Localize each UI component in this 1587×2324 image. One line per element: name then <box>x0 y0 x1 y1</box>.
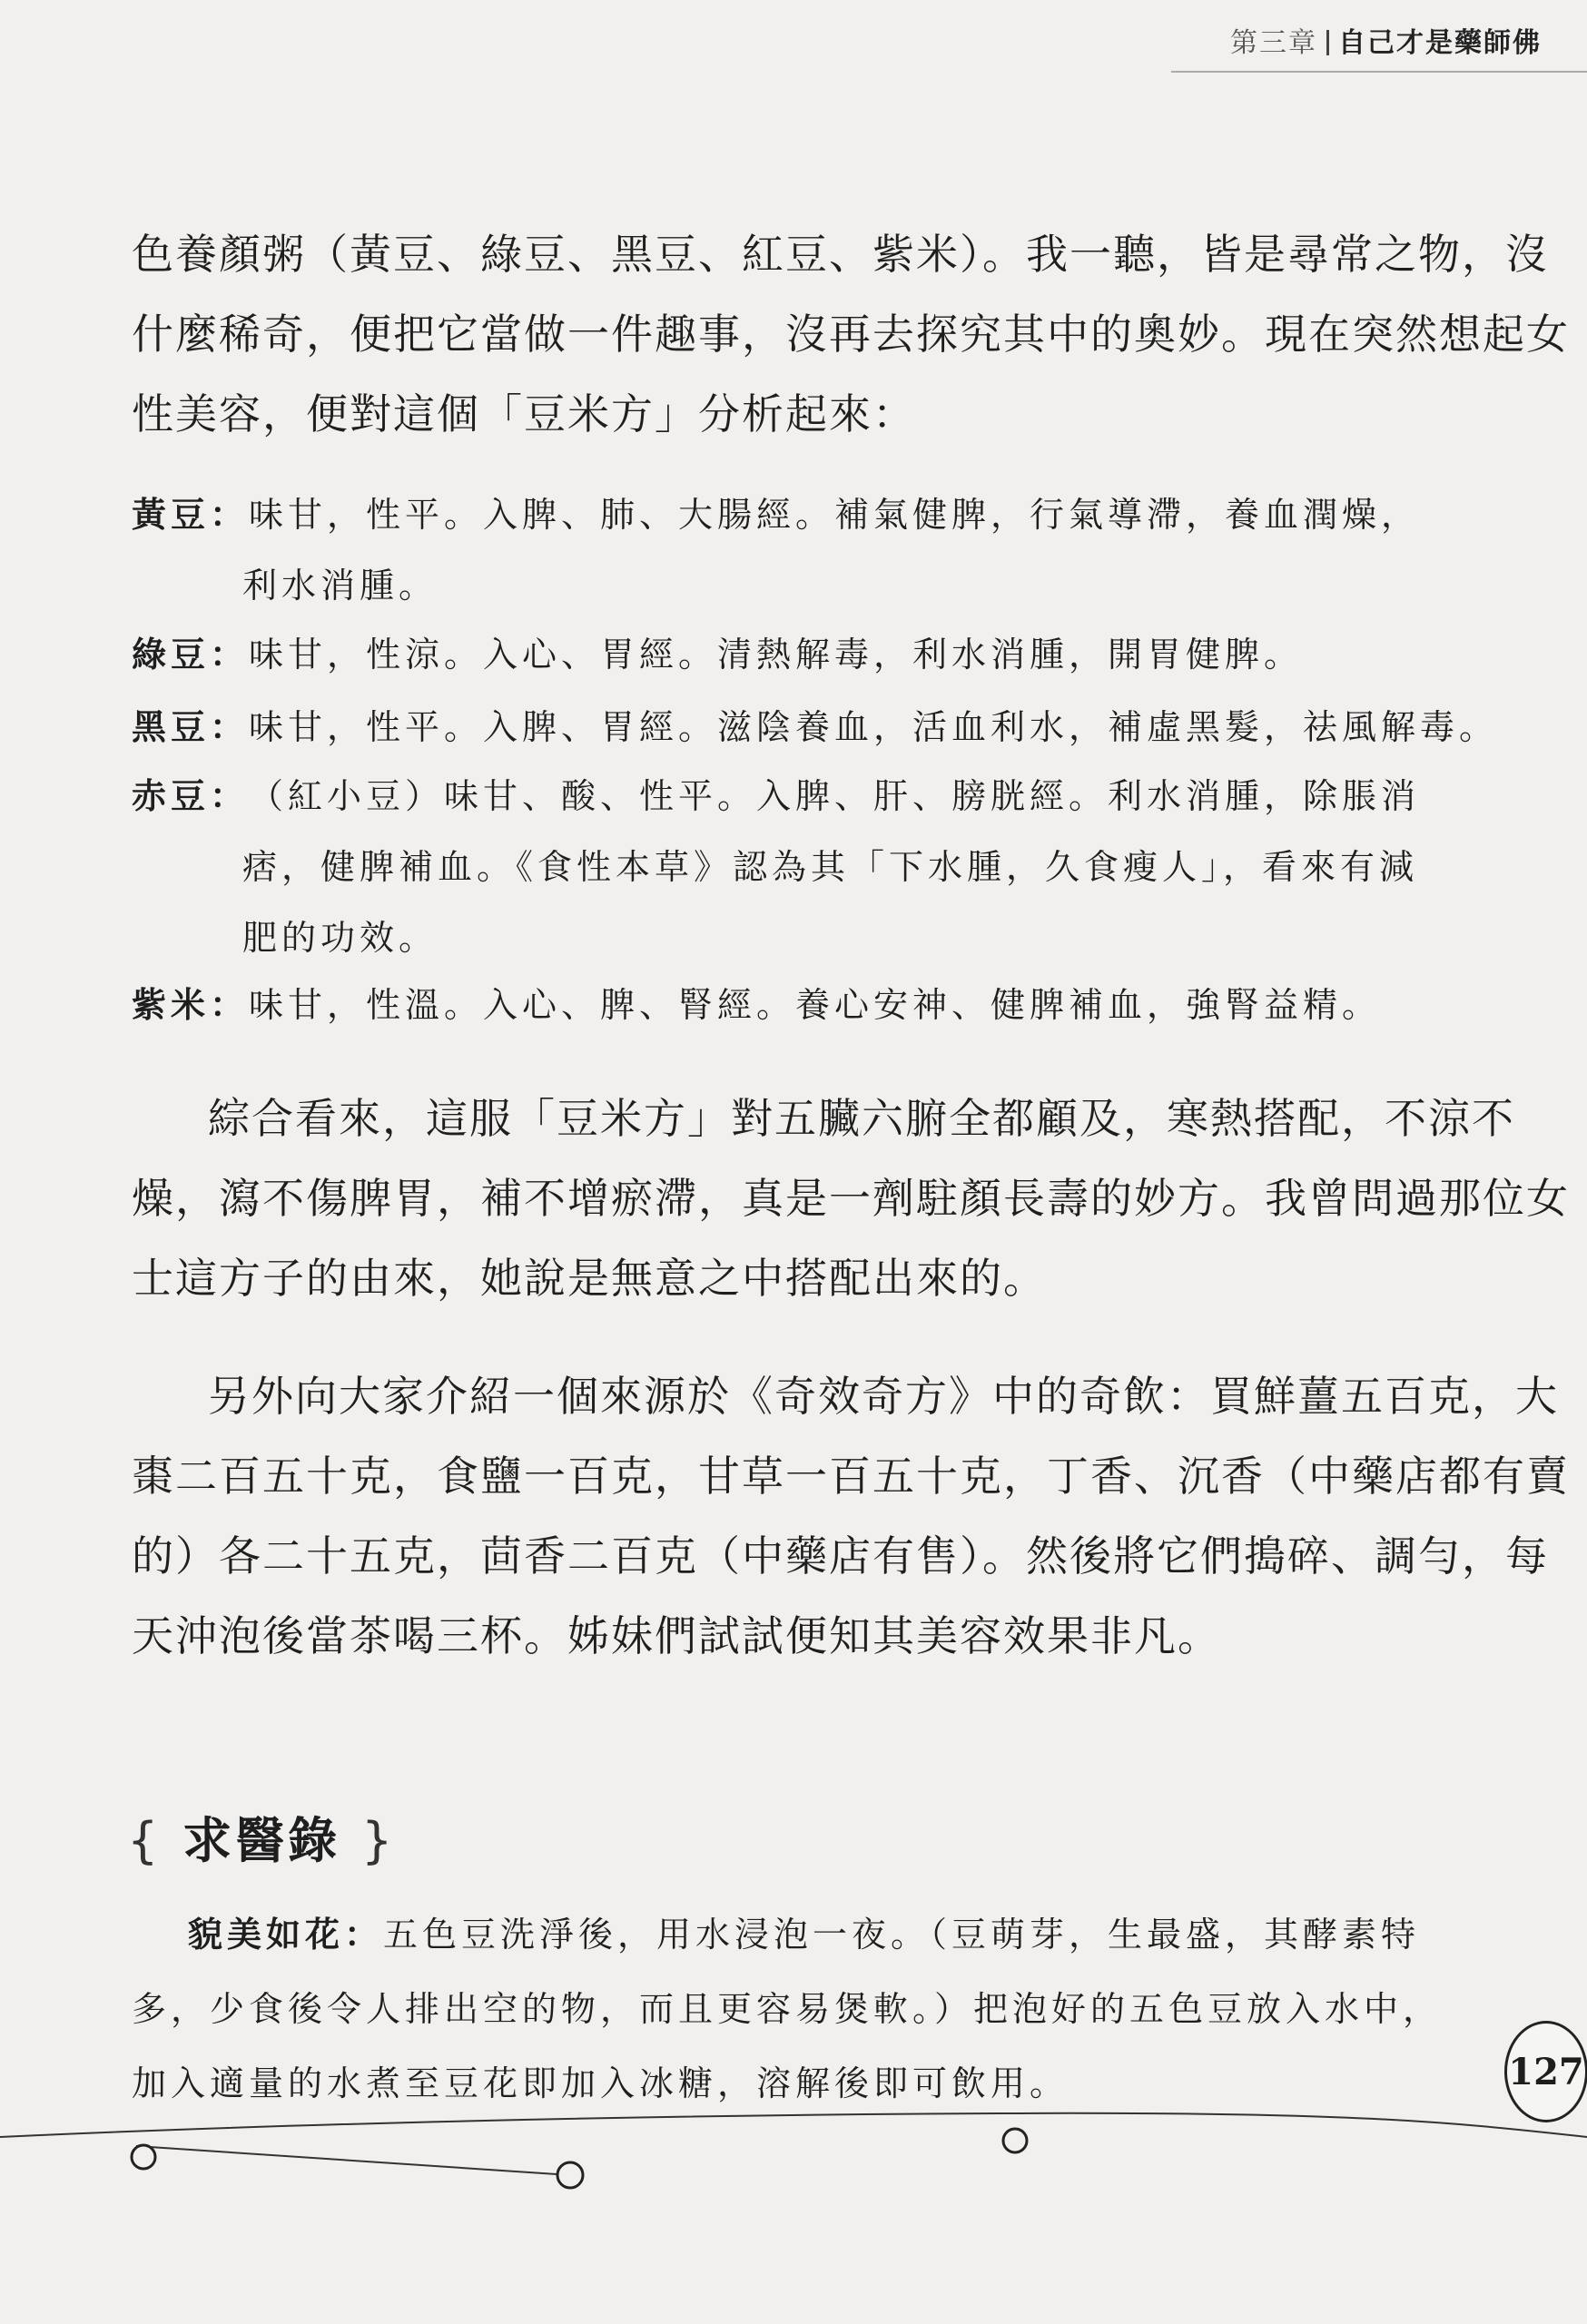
herb-desc: 味甘，性平。入脾、肺、大腸經。補氣健脾，行氣導滯，養血潤燥， <box>249 495 1421 535</box>
herb-name: 黃豆： <box>132 494 250 535</box>
intro-line: 色養顏粥（黃豆、綠豆、黑豆、紅豆、紫米）。我一聽，皆是尋常之物，沒 <box>132 230 1549 279</box>
herb-name: 赤豆： <box>132 775 250 816</box>
herb-name: 綠豆： <box>132 634 250 675</box>
tea-paragraph <box>132 1356 1570 1676</box>
intro-line: 什麼稀奇，便把它當做一件趣事，沒再去探究其中的奧妙。現在突然想起女 <box>132 310 1570 359</box>
herb-name: 紫米： <box>132 984 250 1025</box>
header-separator <box>1326 30 1329 55</box>
summary-line: 綜合看來，這服「豆米方」對五臟六腑全都顧及，寒熱搭配，不涼不 <box>208 1094 1515 1143</box>
section-heading-text: 求醫錄 <box>182 1812 341 1869</box>
chapter-title: 自己才是藥師佛 <box>1338 27 1542 59</box>
herb-entry-soybean <box>132 479 1448 621</box>
recipe-name: 貌美如花： <box>188 1914 384 1955</box>
chapter-label: 第三章 <box>1230 27 1317 59</box>
herb-name: 黑豆： <box>132 706 250 747</box>
recipe-text: 五色豆洗淨後，用水浸泡一夜。（豆萌芽，生最盛，其酵素特 <box>383 1915 1421 1955</box>
summary-line: 士這方子的由來，她說是無意之中搭配出來的。 <box>132 1254 1047 1303</box>
tea-line: 的）各二十五克，茴香二百克（中藥店有售）。然後將它們搗碎、調勻，每 <box>132 1531 1549 1581</box>
section-heading <box>127 1802 396 1872</box>
herb-entry-black-bean <box>132 692 1499 763</box>
running-header <box>1230 20 1542 60</box>
herb-entry-purple-rice <box>132 970 1448 1040</box>
tea-line: 天沖泡後當茶喝三杯。姊妹們試試便知其美容效果非凡。 <box>132 1611 1221 1660</box>
herb-desc-cont: 痞，健脾補血。《食性本草》認為其「下水腫，久食瘦人」，看來有減 <box>242 847 1419 887</box>
recipe-line: 加入適量的水煮至豆花即加入冰糖，溶解後即可飲用。 <box>132 2063 1070 2103</box>
footer-ornament <box>0 2088 1587 2197</box>
summary-line: 燥，瀉不傷脾胃，補不增瘀滯，真是一劑駐顏長壽的妙方。我曾問過那位女 <box>132 1174 1570 1223</box>
summary-paragraph <box>132 1078 1570 1318</box>
herb-entry-mung-bean <box>132 619 1448 690</box>
herb-entry-red-bean <box>132 761 1448 973</box>
intro-line: 性美容，便對這個「豆米方」分析起來： <box>132 389 916 438</box>
herb-desc: 味甘，性平。入脾、胃經。滋陰養血，活血利水，補虛黑髮，祛風解毒。 <box>249 707 1499 747</box>
herb-desc-cont: 利水消腫。 <box>242 566 439 606</box>
herb-desc: 味甘，性溫。入心、脾、腎經。養心安神、健脾補血，強腎益精。 <box>249 985 1382 1025</box>
recipe-line: 多，少食後令人排出空的物，而且更容易煲軟。）把泡好的五色豆放入水中， <box>132 1989 1443 2029</box>
intro-paragraph <box>132 214 1570 454</box>
brace-open: { <box>127 1812 163 1869</box>
page-number: 127 <box>1504 2021 1587 2122</box>
herb-desc: 味甘，性涼。入心、胃經。清熱解毒，利水消腫，開胃健脾。 <box>249 635 1304 675</box>
tea-line: 棗二百五十克，食鹽一百克，甘草一百五十克，丁香、沉香（中藥店都有賣 <box>132 1452 1570 1501</box>
herb-desc: （紅小豆）味甘、酸、性平。入脾、肝、膀胱經。利水消腫，除脹消 <box>249 776 1421 816</box>
header-rule <box>1171 71 1587 73</box>
herb-desc-cont: 肥的功效。 <box>242 918 439 958</box>
brace-close: } <box>360 1812 397 1869</box>
tea-line: 另外向大家介紹一個來源於《奇效奇方》中的奇飲：買鮮薑五百克，大 <box>208 1372 1559 1421</box>
